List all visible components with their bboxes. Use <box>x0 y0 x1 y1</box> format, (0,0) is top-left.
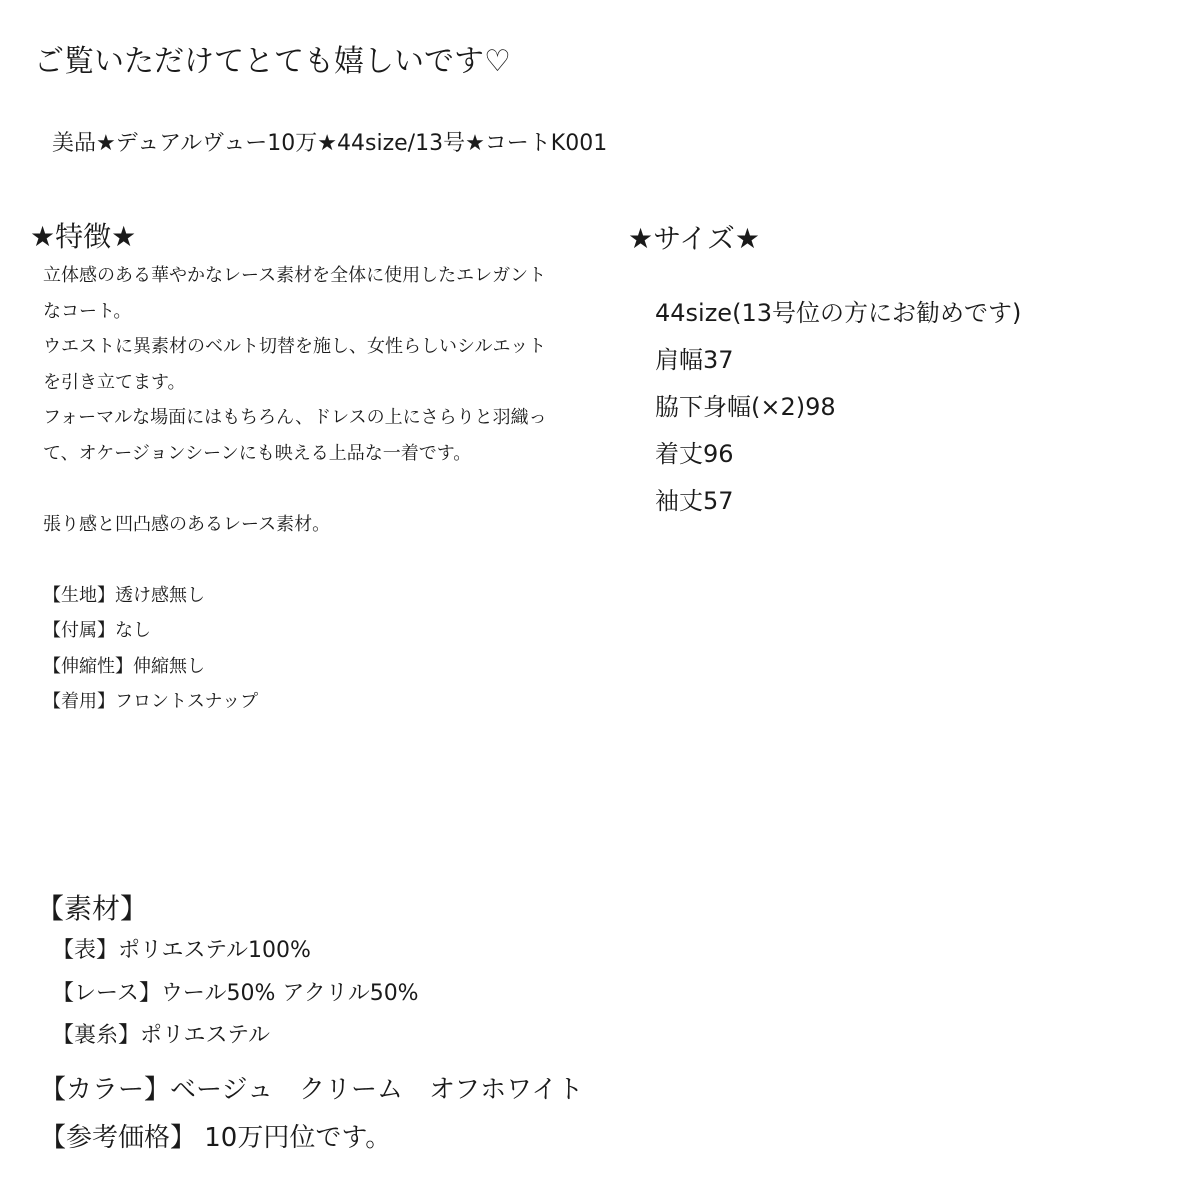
greeting-text: ご覧いただけてとても嬉しいです♡ <box>34 44 511 79</box>
features-line: 張り感と凹凸感のあるレース素材。 <box>43 513 331 535</box>
outer-material: 【表】ポリエステル100% <box>52 938 311 963</box>
features-line: ウエストに異素材のベルト切替を施し、女性らしいシルエット <box>43 336 547 357</box>
lining-material: 【裏糸】ポリエステル <box>52 1023 271 1048</box>
size-list <box>655 290 1021 525</box>
reference-price: 【参考価格】 10万円位です。 <box>40 1123 392 1153</box>
color-options: 【カラー】ベージュ クリーム オフホワイト <box>40 1075 584 1105</box>
size-heading: ★サイズ★ <box>628 222 760 255</box>
features-line: フォーマルな場面にはもちろん、ドレスの上にさらりと羽織っ <box>43 407 547 428</box>
closure-spec: 【着用】フロントスナップ <box>43 691 259 712</box>
features-line: て、オケージョンシーンにも映える上品な一着です。 <box>43 442 472 464</box>
features-line: なコート。 <box>43 300 132 322</box>
features-description <box>43 258 603 720</box>
lace-material: 【レース】ウール50% アクリル50% <box>52 980 419 1006</box>
features-line: 立体感のある華やかなレース素材を全体に使用したエレガント <box>43 265 547 286</box>
shoulder-width: 肩幅37 <box>655 346 734 374</box>
material-list <box>52 930 419 1058</box>
features-line <box>43 542 603 578</box>
chest-width: 脇下身幅(×2)98 <box>655 393 836 421</box>
fabric-spec: 【生地】透け感無し <box>43 584 205 606</box>
features-line <box>43 471 603 507</box>
size-recommendation: 44size(13号位の方にお勧めです) <box>655 299 1022 327</box>
sleeve-length: 袖丈57 <box>655 487 734 515</box>
product-title: 美品★デュアルヴュー10万★44size/13号★コートK001 <box>52 131 608 156</box>
accessories-spec: 【付属】なし <box>43 620 151 641</box>
stretch-spec: 【伸縮性】伸縮無し <box>43 655 205 677</box>
length: 着丈96 <box>655 440 734 468</box>
features-line: を引き立てます。 <box>43 371 186 393</box>
features-heading: ★特徴★ <box>30 220 137 253</box>
material-heading: 【素材】 <box>36 892 149 925</box>
